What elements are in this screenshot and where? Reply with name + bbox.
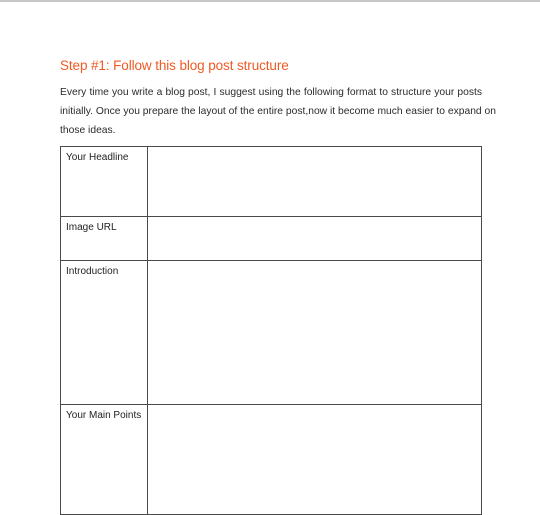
introduction-label: Introduction xyxy=(66,266,119,277)
intro-line: initially. Once you prepare the layout of the entire post,now it become much easier to expand on xyxy=(60,106,496,117)
introduction-fill-cell[interactable] xyxy=(148,261,482,405)
main-points-label-cell xyxy=(61,405,148,515)
table-row-image-url xyxy=(61,217,482,261)
page-top-border xyxy=(0,0,540,2)
main-points-label: Your Main Points xyxy=(66,410,142,421)
blog-structure-table xyxy=(60,146,482,515)
intro-paragraph xyxy=(60,83,496,140)
headline-label: Your Headline xyxy=(66,152,129,163)
image-url-label: Image URL xyxy=(66,222,117,233)
table-row-introduction xyxy=(61,261,482,405)
main-points-fill-cell[interactable] xyxy=(148,405,482,515)
headline-label-cell xyxy=(61,147,148,217)
table-row-main-points xyxy=(61,405,482,515)
intro-line: those ideas. xyxy=(60,125,116,136)
headline-fill-cell[interactable] xyxy=(148,147,482,217)
introduction-label-cell xyxy=(61,261,148,405)
section-heading: Step #1: Follow this blog post structure xyxy=(60,58,289,73)
image-url-fill-cell[interactable] xyxy=(148,217,482,261)
table-row-headline xyxy=(61,147,482,217)
intro-line: Every time you write a blog post, I suggest using the following format to structure your posts xyxy=(60,87,482,98)
image-url-label-cell xyxy=(61,217,148,261)
